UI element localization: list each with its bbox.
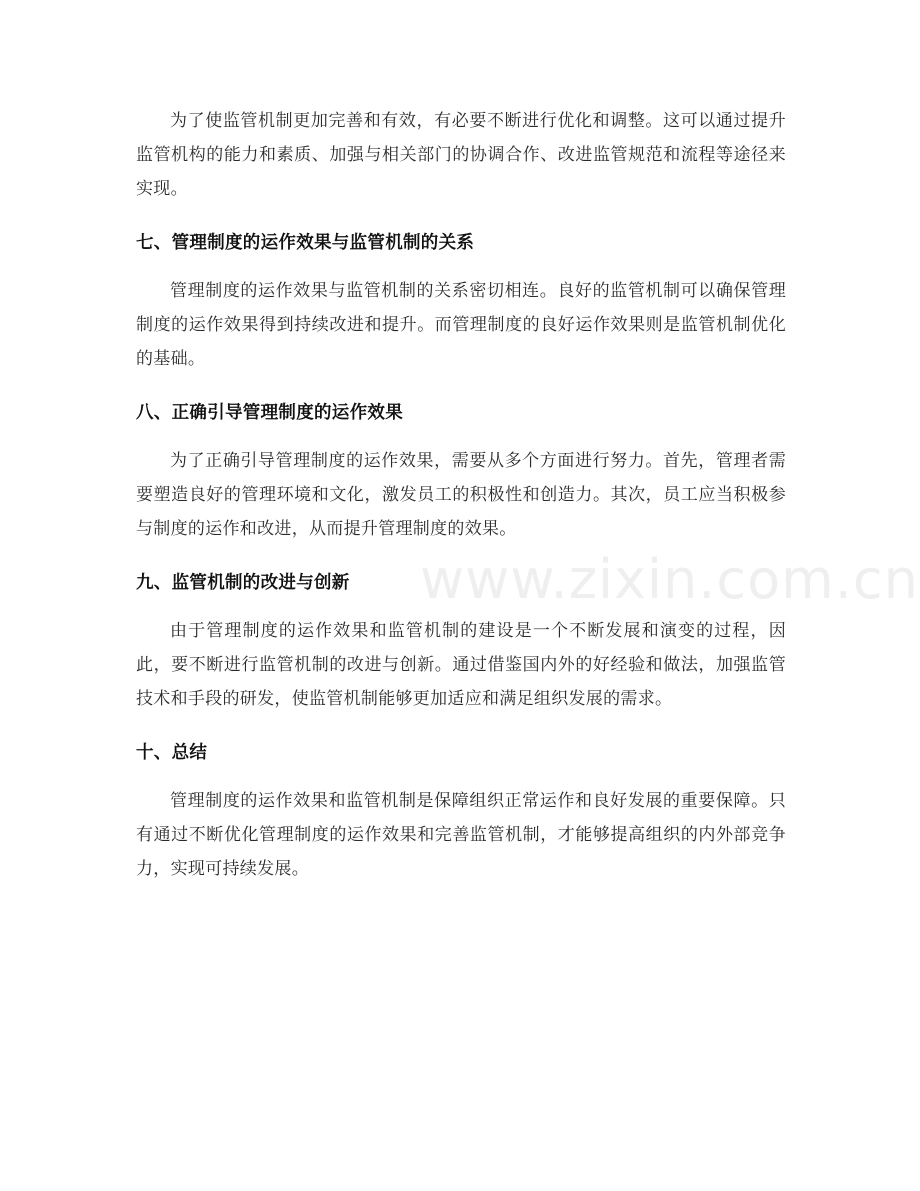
document-body	[136, 104, 786, 886]
section-heading-8: 八、正确引导管理制度的运作效果	[136, 403, 403, 423]
section-paragraph-8: 为了正确引导管理制度的运作效果，需要从多个方面进行努力。首先，管理者需要塑造良好的管理环境和文化，激发员工的积极性和创造力。其次，员工应当积极参与制度的运作和改进，从而提升管理制度的效果。	[136, 451, 786, 539]
section-paragraph-7: 管理制度的运作效果与监管机制的关系密切相连。良好的监管机制可以确保管理制度的运作效果得到持续改进和提升。而管理制度的良好运作效果则是监管机制优化的基础。	[136, 281, 786, 369]
section-paragraph-9: 由于管理制度的运作效果和监管机制的建设是一个不断发展和演变的过程，因此，要不断进行监管机制的改进与创新。通过借鉴国内外的好经验和做法，加强监管技术和手段的研发，使监管机制能够更加适应和满足组织发展的需求。	[136, 621, 786, 709]
section-heading-10: 十、总结	[136, 743, 208, 763]
section-heading-7: 七、管理制度的运作效果与监管机制的关系	[136, 233, 475, 253]
watermark: www.zixin.com.cn	[420, 548, 919, 611]
section-paragraph-10: 管理制度的运作效果和监管机制是保障组织正常运作和良好发展的重要保障。只有通过不断优化管理制度的运作效果和完善监管机制，才能够提高组织的内外部竞争力，实现可持续发展。	[136, 791, 786, 879]
section-heading-9: 九、监管机制的改进与创新	[136, 573, 350, 593]
intro-paragraph: 为了使监管机制更加完善和有效，有必要不断进行优化和调整。这可以通过提升监管机构的能力和素质、加强与相关部门的协调合作、改进监管规范和流程等途径来实现。	[136, 111, 786, 199]
